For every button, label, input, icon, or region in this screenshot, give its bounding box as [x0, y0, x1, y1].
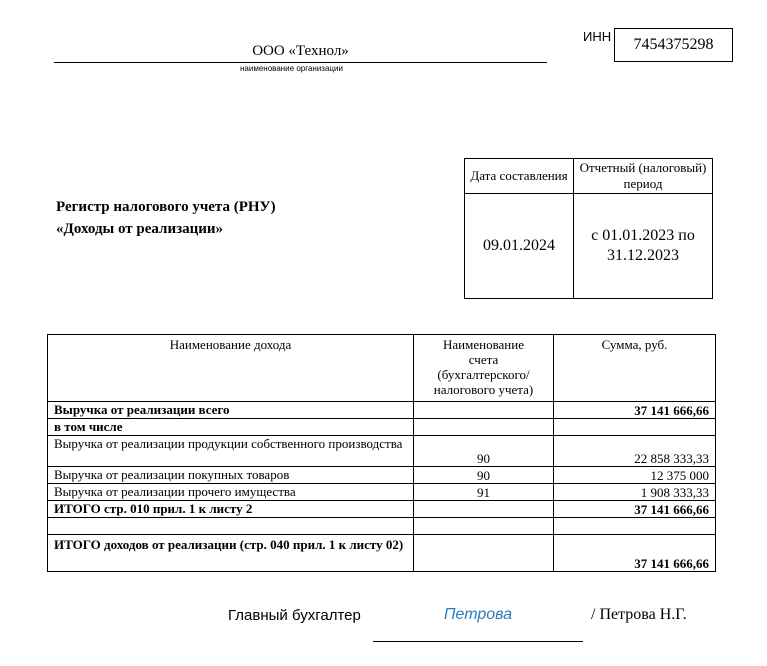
account-name: 91 [414, 484, 554, 501]
column-header-income: Наименование дохода [48, 335, 414, 402]
inn-label: ИНН [583, 29, 612, 44]
organization-caption: наименование организации [240, 64, 343, 73]
date-period-table [464, 158, 713, 299]
income-name: в том числе [48, 419, 414, 436]
income-sum: 12 375 000 [554, 467, 716, 484]
inn-value: 7454375298 [614, 28, 733, 62]
table-row-empty [48, 518, 716, 535]
signature-role: Главный бухгалтер [228, 607, 361, 624]
handwritten-signature: Петрова [443, 606, 513, 623]
income-sum: 22 858 333,33 [554, 436, 716, 467]
income-name: Выручка от реализации прочего имущества [48, 484, 414, 501]
register-title-line1: Регистр налогового учета (РНУ) [56, 199, 276, 215]
signatory-name: / Петрова Н.Г. [591, 606, 687, 623]
account-name [414, 419, 554, 436]
table-row [48, 436, 716, 467]
table-header-row [48, 335, 716, 402]
column-header-account: Наименование счета (бухгалтерского/ налогового учета) [414, 335, 554, 402]
account-name [414, 518, 554, 535]
income-name: Выручка от реализации всего [48, 402, 414, 419]
organization-underline [54, 62, 547, 63]
income-sum [554, 419, 716, 436]
signature-line [373, 641, 583, 642]
income-sum: 37 141 666,66 [554, 501, 716, 518]
account-name: 90 [414, 436, 554, 467]
compilation-date: 09.01.2024 [465, 194, 574, 299]
period-header: Отчетный (налоговый) период [574, 159, 713, 194]
table-row-total [48, 535, 716, 572]
account-name [414, 501, 554, 518]
table-row [48, 501, 716, 518]
table-row [48, 419, 716, 436]
income-sum: 37 141 666,66 [554, 402, 716, 419]
reporting-period: с 01.01.2023 по 31.12.2023 [574, 194, 713, 299]
income-name [48, 518, 414, 535]
income-name: Выручка от реализации покупных товаров [48, 467, 414, 484]
column-header-sum: Сумма, руб. [554, 335, 716, 402]
income-sum: 37 141 666,66 [554, 535, 716, 572]
income-sum [554, 518, 716, 535]
income-name: ИТОГО доходов от реализации (стр. 040 прил. 1 к листу 02) [48, 535, 414, 572]
account-name [414, 402, 554, 419]
account-name: 90 [414, 467, 554, 484]
table-row [48, 467, 716, 484]
table-row [48, 402, 716, 419]
account-name [414, 535, 554, 572]
income-name: ИТОГО стр. 010 прил. 1 к листу 2 [48, 501, 414, 518]
income-sum: 1 908 333,33 [554, 484, 716, 501]
date-header: Дата составления [465, 159, 574, 194]
organization-name: ООО «Технол» [252, 43, 349, 59]
register-title [56, 196, 276, 240]
income-name: Выручка от реализации продукции собственного производства [48, 436, 414, 467]
income-table [47, 334, 716, 572]
register-title-line2: «Доходы от реализации» [56, 221, 224, 237]
table-row [48, 484, 716, 501]
